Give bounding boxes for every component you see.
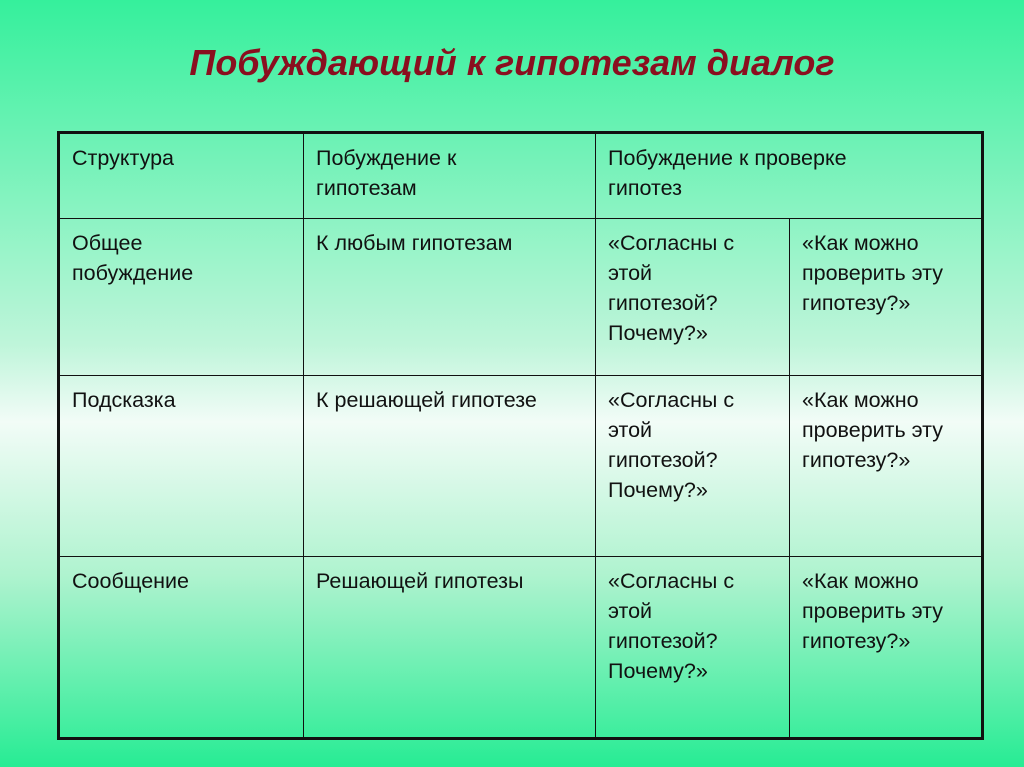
check-verify-cell: «Как можно проверить эту гипотезу?»	[790, 557, 983, 739]
table-row	[59, 376, 983, 557]
hypothesis-dialog-table	[57, 131, 984, 740]
check-agree-cell: «Согласны с этой гипотезой? Почему?»	[596, 219, 790, 376]
slide-title: Побуждающий к гипотезам диалог	[189, 42, 835, 83]
check-verify-cell: «Как можно проверить эту гипотезу?»	[790, 219, 983, 376]
check-agree-cell: «Согласны с этой гипотезой? Почему?»	[596, 557, 790, 739]
prompt-hypotheses-cell: К решающей гипотезе	[304, 376, 596, 557]
table-header-row	[59, 133, 983, 219]
check-agree-cell: «Согласны с этой гипотезой? Почему?»	[596, 376, 790, 557]
prompt-hypotheses-cell: Решающей гипотезы	[304, 557, 596, 739]
header-structure-cell: Структура	[59, 133, 304, 219]
table-row	[59, 219, 983, 376]
structure-cell: Сообщение	[59, 557, 304, 739]
prompt-hypotheses-cell: К любым гипотезам	[304, 219, 596, 376]
structure-cell: Подсказка	[59, 376, 304, 557]
structure-cell: Общее побуждение	[59, 219, 304, 376]
check-verify-cell: «Как можно проверить эту гипотезу?»	[790, 376, 983, 557]
header-prompt-check-cell: Побуждение к проверке гипотез	[596, 133, 983, 219]
table-row	[59, 557, 983, 739]
header-prompt-hypotheses-cell: Побуждение к гипотезам	[304, 133, 596, 219]
